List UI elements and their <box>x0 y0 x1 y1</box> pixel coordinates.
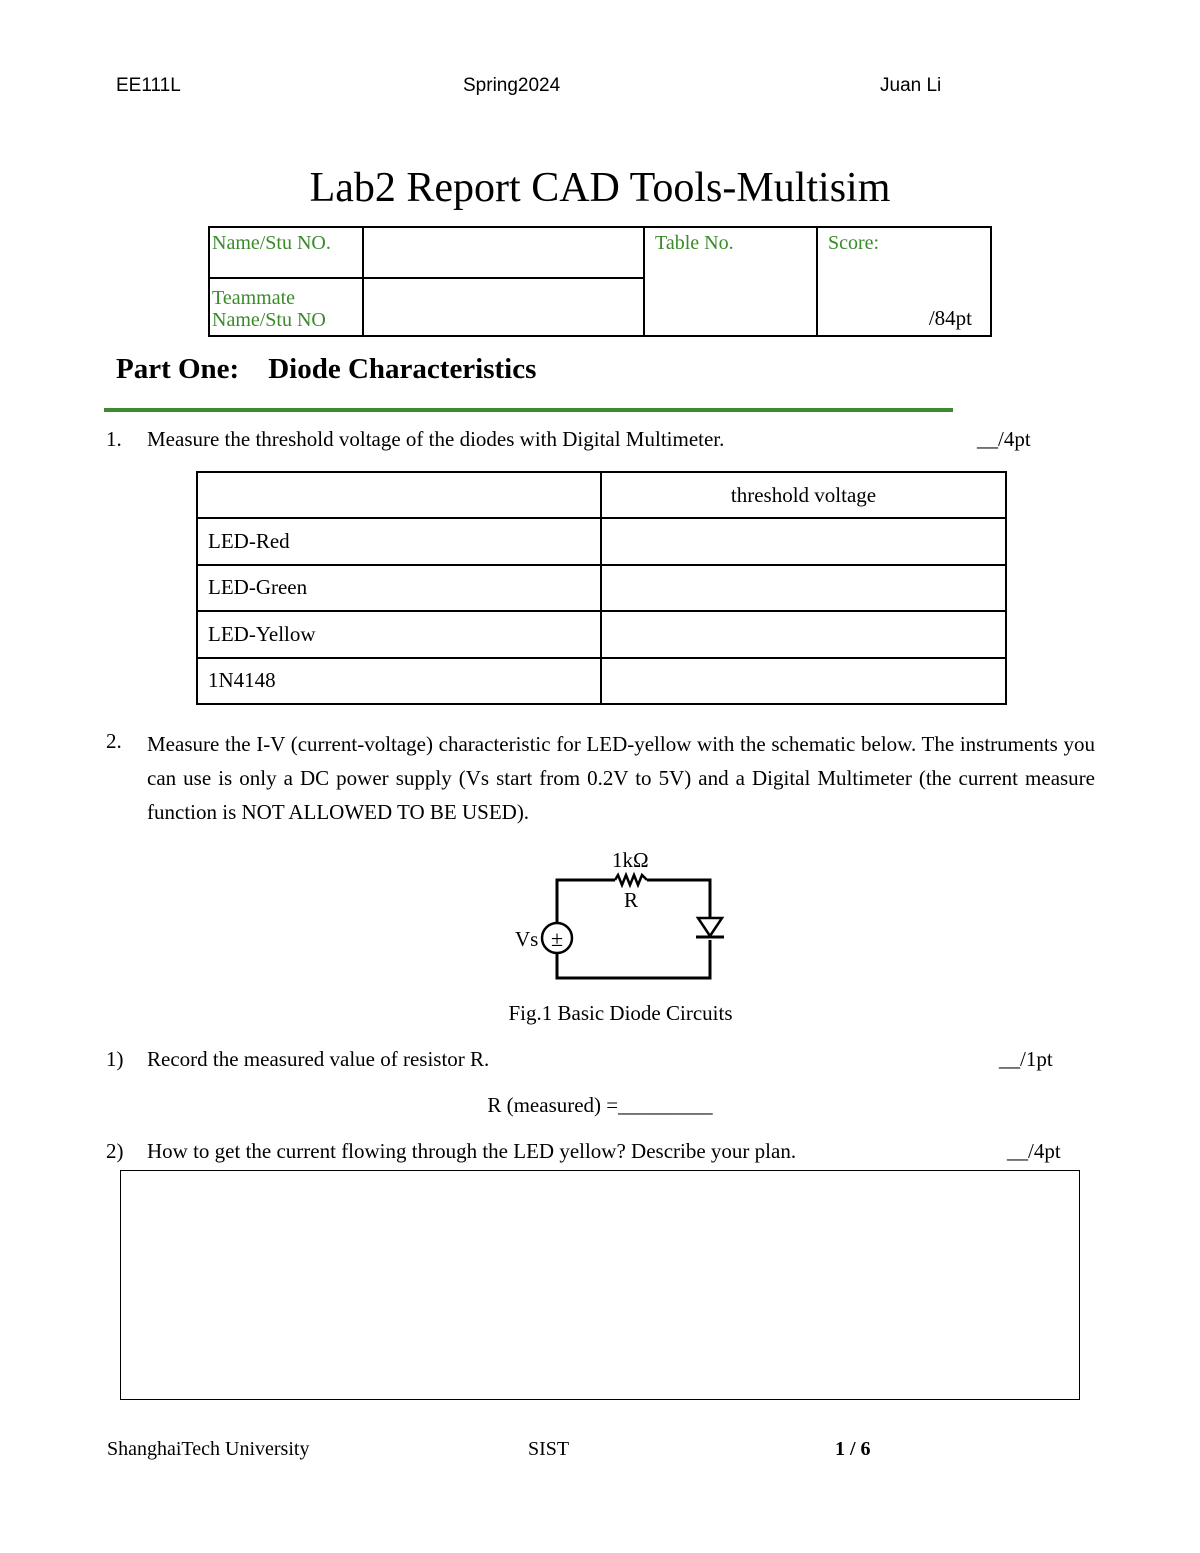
resistor-value-label: 1kΩ <box>612 848 649 872</box>
threshold-input-cell[interactable] <box>601 611 1006 657</box>
table-row-label: 1N4148 <box>197 658 601 704</box>
diode-circuit-schematic <box>500 840 740 990</box>
score-label: Score: <box>828 232 880 254</box>
q2-sub2-points: __/4pt <box>1007 1139 1061 1163</box>
resistor-symbol <box>615 875 647 885</box>
figure-caption: Fig.1 Basic Diode Circuits <box>508 1001 733 1025</box>
q2-sub1-number: 1) <box>106 1047 124 1071</box>
section-divider <box>104 408 953 412</box>
header-term: Spring2024 <box>463 75 561 96</box>
name-label: Name/Stu NO. <box>212 232 331 254</box>
q2-sub2-text: How to get the current flowing through the LED yellow? Describe your plan. <box>147 1139 797 1163</box>
threshold-input-cell[interactable] <box>601 658 1006 704</box>
wire-right-top <box>647 880 710 918</box>
page-title: Lab2 Report CAD Tools-Multisim <box>309 165 891 211</box>
table-no-cell[interactable] <box>644 227 817 336</box>
q2-sub2-number: 2) <box>106 1139 124 1163</box>
threshold-header: threshold voltage <box>601 472 1006 518</box>
teammate-label-cell <box>209 278 363 336</box>
part-one-heading <box>116 353 536 386</box>
footer-university: ShanghaiTech University <box>107 1438 310 1460</box>
footer-school: SIST <box>528 1438 570 1460</box>
score-total: /84pt <box>928 306 972 330</box>
q2-number: 2. <box>106 729 122 753</box>
part-one-label: Part One: <box>116 353 240 385</box>
threshold-header-blank <box>197 472 601 518</box>
score-cell <box>817 227 991 336</box>
table-row-label: LED-Green <box>197 565 601 611</box>
threshold-input-cell[interactable] <box>601 565 1006 611</box>
footer-page-number: 1 / 6 <box>835 1438 871 1460</box>
name-label-cell <box>209 227 363 278</box>
led-diode-symbol <box>696 918 724 937</box>
table-row-label: LED-Yellow <box>197 611 601 657</box>
threshold-voltage-table <box>196 471 1007 705</box>
teammate-label: Teammate Name/Stu NO <box>212 287 326 331</box>
q2-sub1-points: __/1pt <box>999 1047 1053 1071</box>
q2-sub1-text: Record the measured value of resistor R. <box>147 1047 490 1071</box>
table-row-label: LED-Red <box>197 518 601 564</box>
q1-number: 1. <box>106 427 122 451</box>
teammate-input-cell[interactable] <box>363 278 644 336</box>
resistor-measured-formula: R (measured) =_________ <box>487 1093 713 1117</box>
resistor-name-label: R <box>624 888 639 912</box>
threshold-input-cell[interactable] <box>601 518 1006 564</box>
part-one-title: Diode Characteristics <box>268 353 537 385</box>
q1-points: __/4pt <box>977 427 1031 451</box>
source-label: Vs <box>515 927 539 951</box>
table-no-label: Table No. <box>655 232 734 254</box>
header-course: EE111L <box>116 75 181 96</box>
q1-text: Measure the threshold voltage of the diodes with Digital Multimeter. <box>147 427 725 451</box>
source-sign: ± <box>550 926 564 951</box>
student-info-table <box>208 226 992 337</box>
plan-answer-box[interactable] <box>120 1170 1080 1400</box>
header-author: Juan Li <box>880 75 942 96</box>
name-input-cell[interactable] <box>363 227 644 278</box>
wire-bottom <box>557 940 710 978</box>
q2-text: Measure the I-V (current-voltage) characteristic for LED-yellow with the schematic below. The instruments you can use is only a DC power supply (Vs start from 0.2V to 5V) and a Digital Multimeter (the current measure function is NOT ALLOWED TO BE USED). <box>147 732 1095 824</box>
